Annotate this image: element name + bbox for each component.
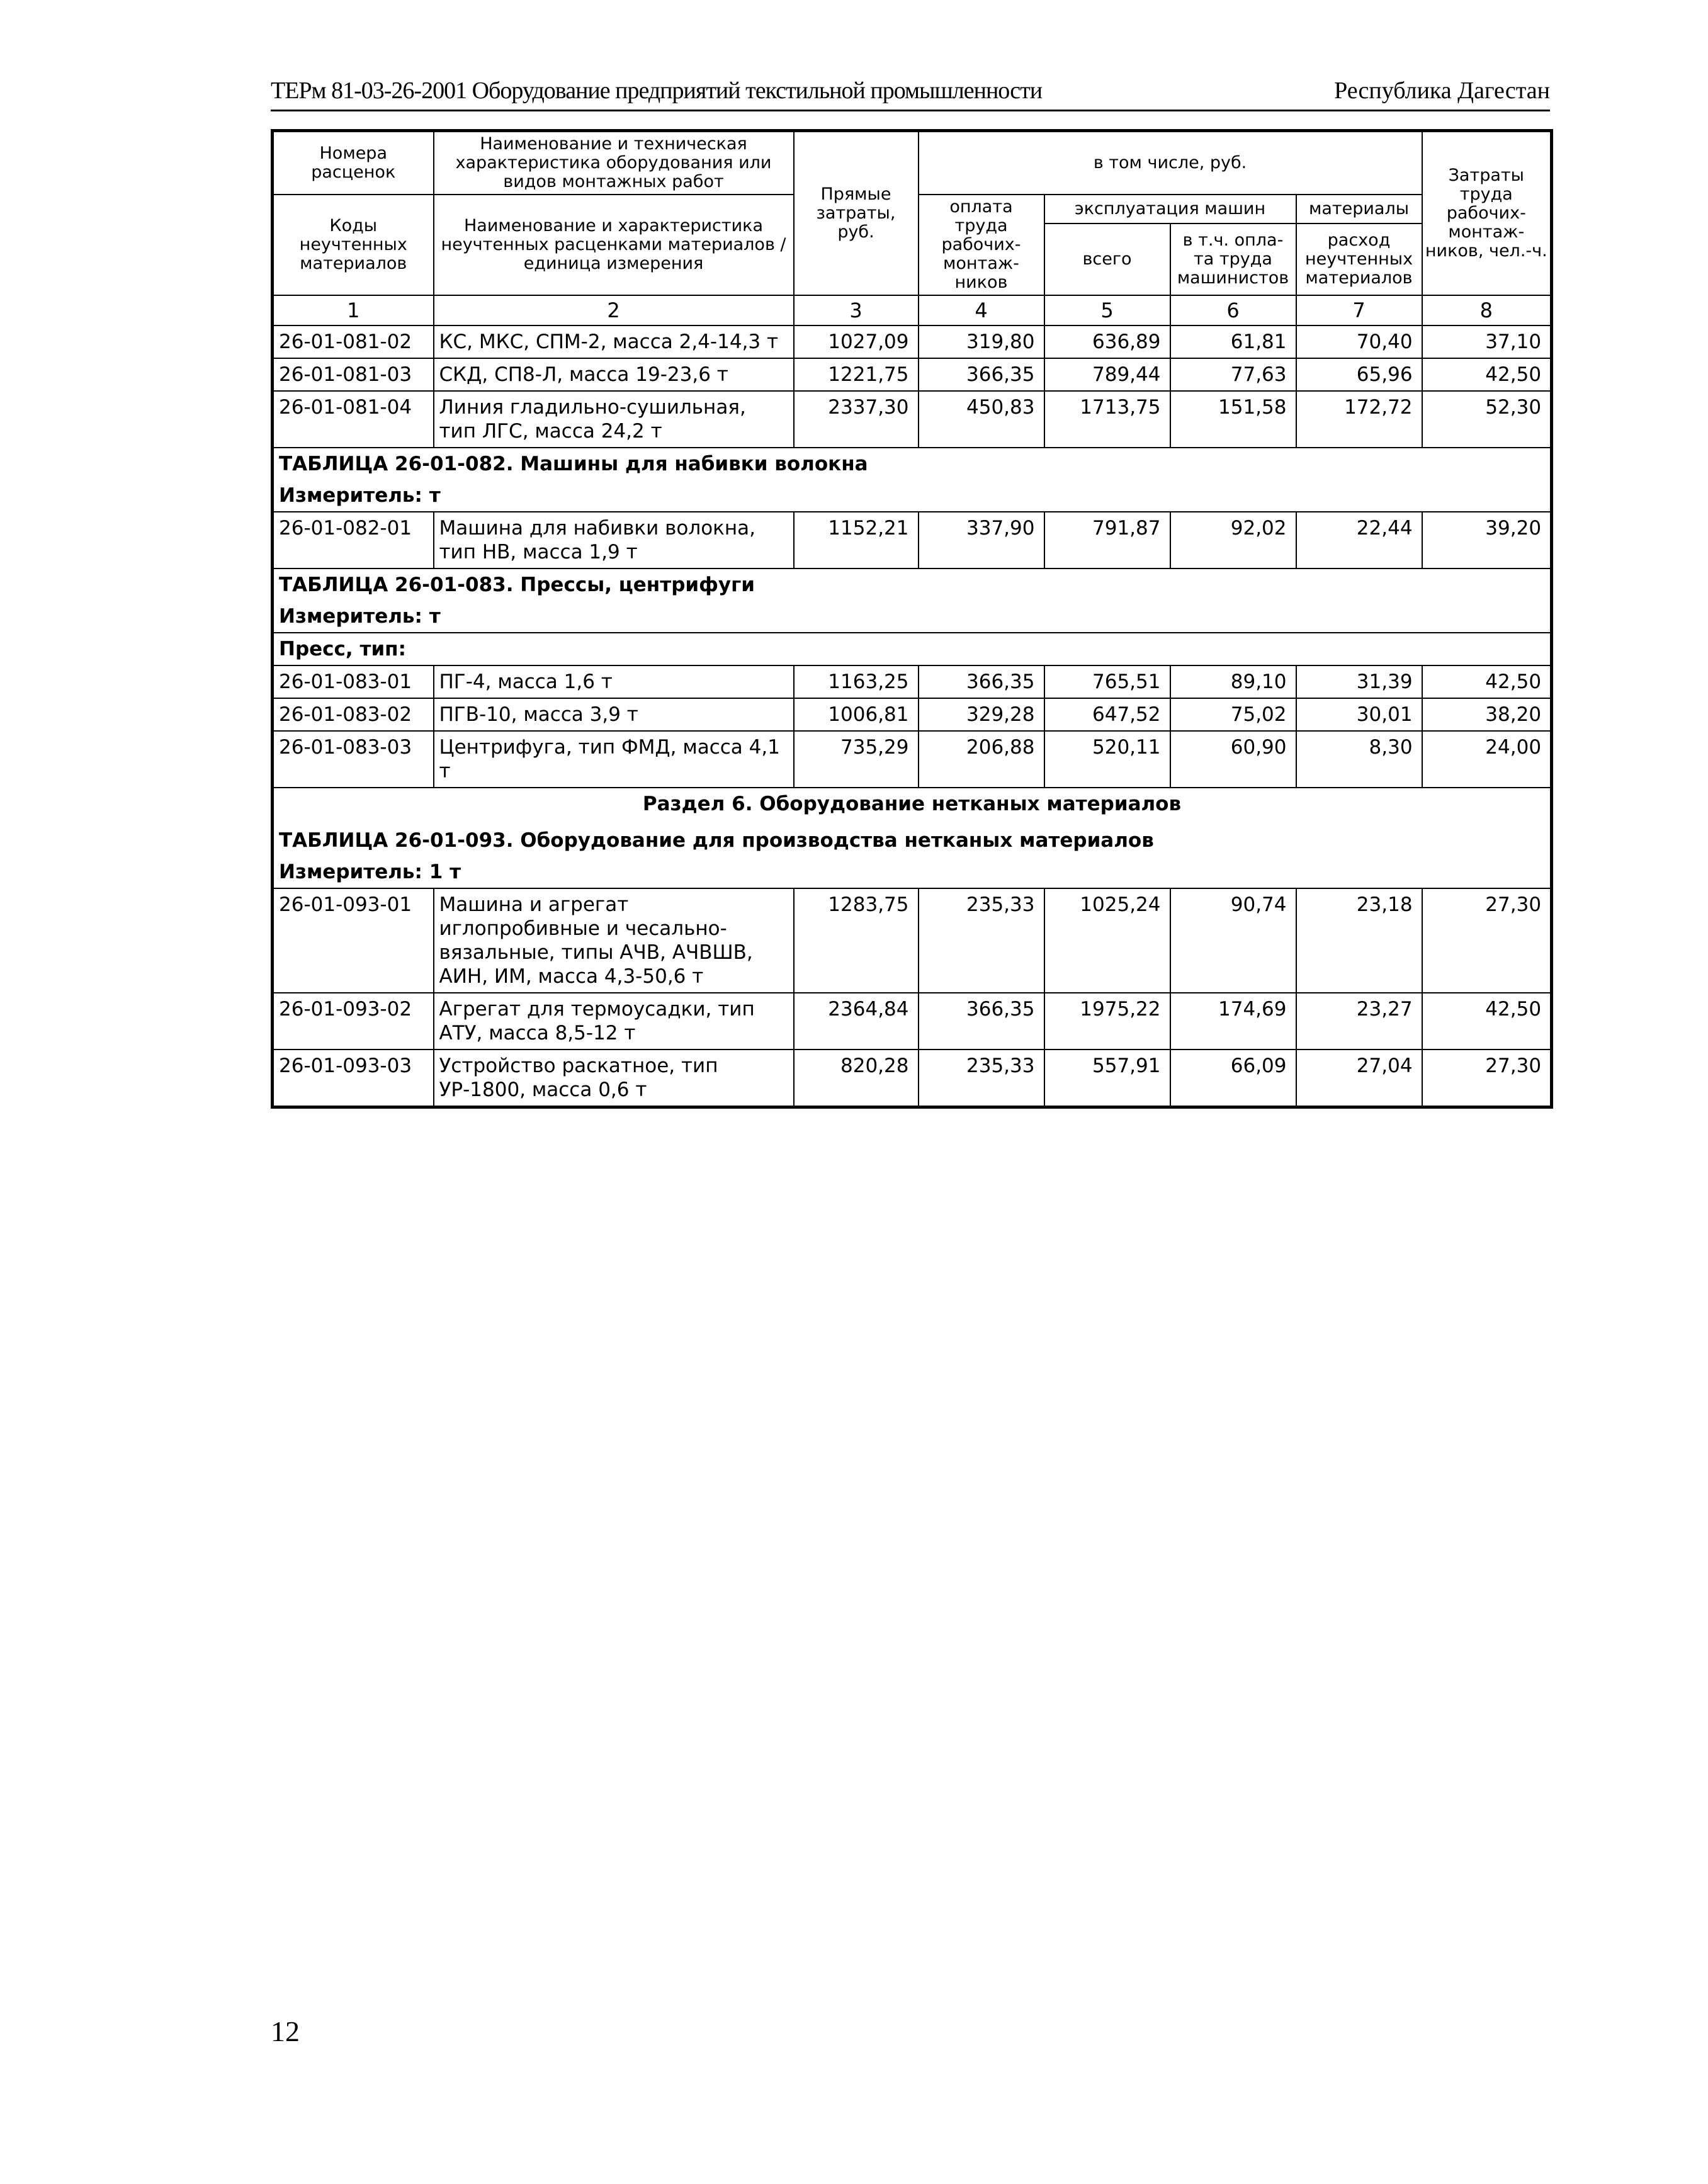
materials: 23,18 <box>1296 888 1422 993</box>
col2-header-top: Наименование и техническая характеристика оборудования или видов монтажных работ <box>434 131 794 195</box>
table-title-row <box>273 569 1552 601</box>
machinist-pay: 60,90 <box>1170 731 1296 788</box>
col-number: 8 <box>1422 295 1552 325</box>
col1-header-bottom: Коды неучтенных материалов <box>273 195 434 295</box>
direct-costs: 1006,81 <box>794 698 919 731</box>
direct-costs: 2337,30 <box>794 391 919 448</box>
table-row <box>273 731 1552 788</box>
machinist-pay: 92,02 <box>1170 512 1296 569</box>
machines-total: 1025,24 <box>1044 888 1170 993</box>
rate-name: Устройство раскатное, тип УР-1800, масса 0,6 т <box>434 1050 794 1107</box>
measure-row <box>273 856 1552 888</box>
direct-costs: 1221,75 <box>794 358 919 391</box>
rate-code: 26-01-081-03 <box>273 358 434 391</box>
labor-hours: 24,00 <box>1422 731 1552 788</box>
table-row <box>273 888 1552 993</box>
col3-header: Прямые затраты, руб. <box>794 131 919 296</box>
labor-hours: 37,10 <box>1422 325 1552 358</box>
machinist-pay: 61,81 <box>1170 325 1296 358</box>
machines-total: 789,44 <box>1044 358 1170 391</box>
table-title: ТАБЛИЦА 26-01-083. Прессы, центрифуги <box>273 569 1552 601</box>
labor-hours: 52,30 <box>1422 391 1552 448</box>
rate-name: Агрегат для термоусадки, тип АТУ, масса 8,5-12 т <box>434 993 794 1050</box>
direct-costs: 1027,09 <box>794 325 919 358</box>
machines-total: 791,87 <box>1044 512 1170 569</box>
direct-costs: 820,28 <box>794 1050 919 1107</box>
direct-costs: 2364,84 <box>794 993 919 1050</box>
rate-code: 26-01-083-02 <box>273 698 434 731</box>
materials: 23,27 <box>1296 993 1422 1050</box>
table-row <box>273 391 1552 448</box>
col8-header: Затраты труда рабочих-монтаж-ников, чел.-ч. <box>1422 131 1552 296</box>
group-label: Пресс, тип: <box>273 633 1552 665</box>
table-row <box>273 1050 1552 1107</box>
labor-hours: 42,50 <box>1422 993 1552 1050</box>
machines-total: 765,51 <box>1044 665 1170 698</box>
labor-hours: 42,50 <box>1422 358 1552 391</box>
machines-total: 636,89 <box>1044 325 1170 358</box>
group-row <box>273 633 1552 665</box>
labor-pay: 366,35 <box>919 993 1044 1050</box>
materials-header: материалы <box>1296 195 1422 223</box>
page-number: 12 <box>271 2015 300 2047</box>
measure-row <box>273 601 1552 633</box>
labor-pay: 366,35 <box>919 665 1044 698</box>
page-header <box>271 74 1550 111</box>
materials: 172,72 <box>1296 391 1422 448</box>
price-table <box>271 129 1553 1109</box>
materials: 8,30 <box>1296 731 1422 788</box>
labor-pay: 450,83 <box>919 391 1044 448</box>
col-number: 6 <box>1170 295 1296 325</box>
rate-name: КС, МКС, СПМ-2, масса 2,4-14,3 т <box>434 325 794 358</box>
col5-header: всего <box>1044 223 1170 295</box>
table-row <box>273 512 1552 569</box>
materials: 27,04 <box>1296 1050 1422 1107</box>
rate-name: Машина для набивки волокна, тип НВ, масса 1,9 т <box>434 512 794 569</box>
materials: 70,40 <box>1296 325 1422 358</box>
table-title-row <box>273 448 1552 480</box>
machines-total: 520,11 <box>1044 731 1170 788</box>
labor-pay: 235,33 <box>919 1050 1044 1107</box>
measure-row <box>273 480 1552 512</box>
direct-costs: 1283,75 <box>794 888 919 993</box>
machines-total: 1975,22 <box>1044 993 1170 1050</box>
table-row <box>273 665 1552 698</box>
rate-code: 26-01-081-02 <box>273 325 434 358</box>
direct-costs: 1152,21 <box>794 512 919 569</box>
measure-unit: Измеритель: т <box>273 601 1552 633</box>
rate-name: СКД, СП8-Л, масса 19-23,6 т <box>434 358 794 391</box>
machines-total: 1713,75 <box>1044 391 1170 448</box>
header-row-top <box>273 131 1552 195</box>
labor-pay: 337,90 <box>919 512 1044 569</box>
table-row <box>273 698 1552 731</box>
col4-header: оплата труда рабочих-монтаж-ников <box>919 195 1044 295</box>
direct-costs: 1163,25 <box>794 665 919 698</box>
col6-header: в т.ч. опла-та труда машинистов <box>1170 223 1296 295</box>
rate-code: 26-01-083-03 <box>273 731 434 788</box>
machinist-pay: 75,02 <box>1170 698 1296 731</box>
rate-code: 26-01-093-02 <box>273 993 434 1050</box>
labor-hours: 39,20 <box>1422 512 1552 569</box>
col-number: 2 <box>434 295 794 325</box>
materials: 30,01 <box>1296 698 1422 731</box>
labor-hours: 27,30 <box>1422 1050 1552 1107</box>
rate-name: Линия гладильно-сушильная, тип ЛГС, масса 24,2 т <box>434 391 794 448</box>
col2-header-bottom: Наименование и характеристика неучтенных расценками материалов / единица измерения <box>434 195 794 295</box>
col-number: 5 <box>1044 295 1170 325</box>
table-row <box>273 325 1552 358</box>
rate-name: Центрифуга, тип ФМД, масса 4,1 т <box>434 731 794 788</box>
rate-code: 26-01-081-04 <box>273 391 434 448</box>
rate-code: 26-01-082-01 <box>273 512 434 569</box>
materials: 31,39 <box>1296 665 1422 698</box>
measure-unit: Измеритель: 1 т <box>273 856 1552 888</box>
header-document-title: ТЕРм 81-03-26-2001 Оборудование предприятий текстильной промышленности <box>271 77 1043 104</box>
materials: 22,44 <box>1296 512 1422 569</box>
materials: 65,96 <box>1296 358 1422 391</box>
rate-name: ПГ-4, масса 1,6 т <box>434 665 794 698</box>
machinist-pay: 66,09 <box>1170 1050 1296 1107</box>
measure-unit: Измеритель: т <box>273 480 1552 512</box>
table-title-row <box>273 820 1552 856</box>
section-title: Раздел 6. Оборудование нетканых материалов <box>273 788 1552 820</box>
col-number: 3 <box>794 295 919 325</box>
col-number: 4 <box>919 295 1044 325</box>
table-row <box>273 993 1552 1050</box>
direct-costs: 735,29 <box>794 731 919 788</box>
col-number: 7 <box>1296 295 1422 325</box>
rate-code: 26-01-093-01 <box>273 888 434 993</box>
table-title: ТАБЛИЦА 26-01-082. Машины для набивки волокна <box>273 448 1552 480</box>
rate-name: ПГВ-10, масса 3,9 т <box>434 698 794 731</box>
machinist-pay: 77,63 <box>1170 358 1296 391</box>
col-number: 1 <box>273 295 434 325</box>
machinist-pay: 174,69 <box>1170 993 1296 1050</box>
rate-code: 26-01-093-03 <box>273 1050 434 1107</box>
machinist-pay: 151,58 <box>1170 391 1296 448</box>
col7-header: расход неучтенных материалов <box>1296 223 1422 295</box>
col1-header-top: Номера расценок <box>273 131 434 195</box>
machinist-pay: 90,74 <box>1170 888 1296 993</box>
labor-pay: 366,35 <box>919 358 1044 391</box>
labor-pay: 235,33 <box>919 888 1044 993</box>
labor-hours: 42,50 <box>1422 665 1552 698</box>
including-header: в том числе, руб. <box>919 131 1422 195</box>
machines-total: 557,91 <box>1044 1050 1170 1107</box>
header-region: Республика Дагестан <box>1334 77 1550 104</box>
column-numbers-row <box>273 295 1552 325</box>
labor-hours: 27,30 <box>1422 888 1552 993</box>
machinist-pay: 89,10 <box>1170 665 1296 698</box>
machines-header: эксплуатация машин <box>1044 195 1296 223</box>
section-title-row <box>273 788 1552 820</box>
labor-pay: 206,88 <box>919 731 1044 788</box>
labor-hours: 38,20 <box>1422 698 1552 731</box>
table-title: ТАБЛИЦА 26-01-093. Оборудование для производства нетканых материалов <box>273 820 1552 856</box>
table-row <box>273 358 1552 391</box>
rate-name: Машина и агрегат иглопробивные и чесально-вязальные, типы АЧВ, АЧВШВ, АИН, ИМ, масса 4,3-50,6 т <box>434 888 794 993</box>
labor-pay: 319,80 <box>919 325 1044 358</box>
machines-total: 647,52 <box>1044 698 1170 731</box>
labor-pay: 329,28 <box>919 698 1044 731</box>
rate-code: 26-01-083-01 <box>273 665 434 698</box>
